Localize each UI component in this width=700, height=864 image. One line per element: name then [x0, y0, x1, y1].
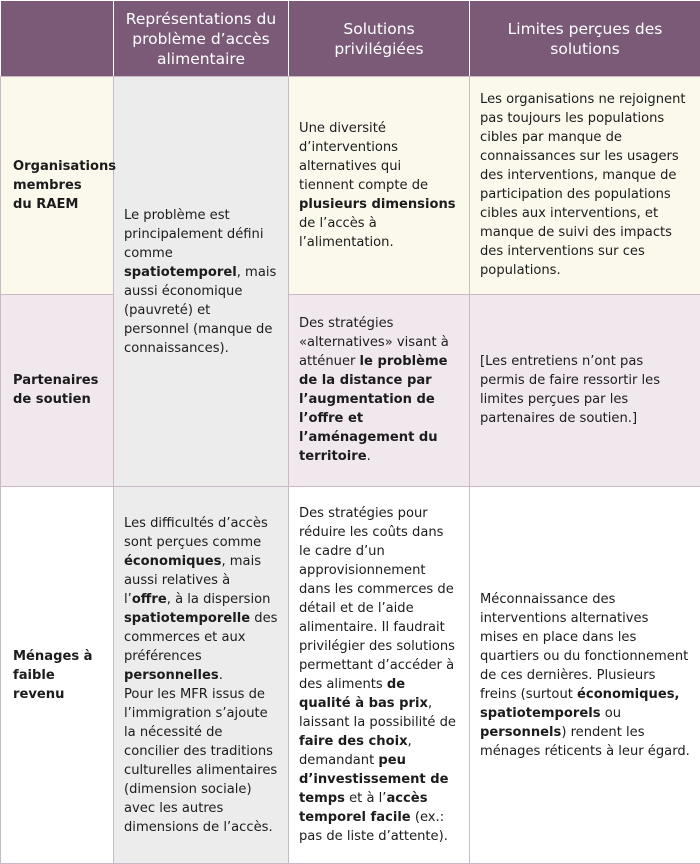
header-row: [1, 1, 700, 77]
cell-limites-menages: Méconnaissance des interventions alternatives mises en place dans les quartiers ou du fonctionnement de ces dernières. Plusieurs freins (surtout économiques, spatiotemporels ou personnels) rendent les ménages réticents à leur égard.: [470, 487, 700, 864]
cell-limites-raem: Les organisations ne rejoignent pas toujours les populations cibles par manque de connaissances sur les usagers des interventions, manque de participation des populations cibles aux interventions, et manque de suivi des impacts des interventions sur ces populations.: [470, 77, 700, 295]
table-row: [1, 77, 700, 295]
row-label-raem: Organisations membres du RAEM: [1, 77, 114, 295]
cell-representation-menages: Les difficultés d’accès sont perçues comme économiques, mais aussi relatives à l’offre, à la dispersion spatiotemporelle des commerces et aux préférences personnelles. Pour les MFR issus de l’immigration s’ajoute la nécessité de concilier des traditions culturelles alimentaires (dimension sociale) avec les autres dimensions de l’accès.: [114, 487, 289, 864]
table-row: [1, 487, 700, 864]
row-label-menages: Ménages à faible revenu: [1, 487, 114, 864]
cell-solutions-menages: Des stratégies pour réduire les coûts dans le cadre d’un approvisionnement dans les commerces de détail et de l’aide alimentaire. Il faudrait privilégier des solutions permettant d’accéder à des aliments de qualité à bas prix, laissant la possibilité de faire des choix, demandant peu d’investissement de temps et à l’accès temporel facile (ex.: pas de liste d’attente).: [289, 487, 470, 864]
cell-solutions-raem: Une diversité d’interventions alternatives qui tiennent compte de plusieurs dimensions de l’accès à l’alimentation.: [289, 77, 470, 295]
header-empty: [1, 1, 114, 77]
cell-representation-raem: Le problème est principalement défini comme spatiotemporel, mais aussi économique (pauvreté) et personnel (manque de connaissances).: [114, 77, 289, 487]
header-representations: Représentations du problème d’accès alimentaire: [114, 1, 289, 77]
cell-solutions-partenaires: Des stratégies «alternatives» visant à atténuer le problème de la distance par l’augmentation de l’offre et l’aménagement du territoire.: [289, 294, 470, 486]
header-solutions: Solutions privilégiées: [289, 1, 470, 77]
row-label-partenaires: Partenaires de soutien: [1, 294, 114, 486]
cell-limites-partenaires: [Les entretiens n’ont pas permis de faire ressortir les limites perçues par les partenaires de soutien.]: [470, 294, 700, 486]
table-row: [1, 294, 700, 486]
header-limites: Limites perçues des solutions: [470, 1, 700, 77]
